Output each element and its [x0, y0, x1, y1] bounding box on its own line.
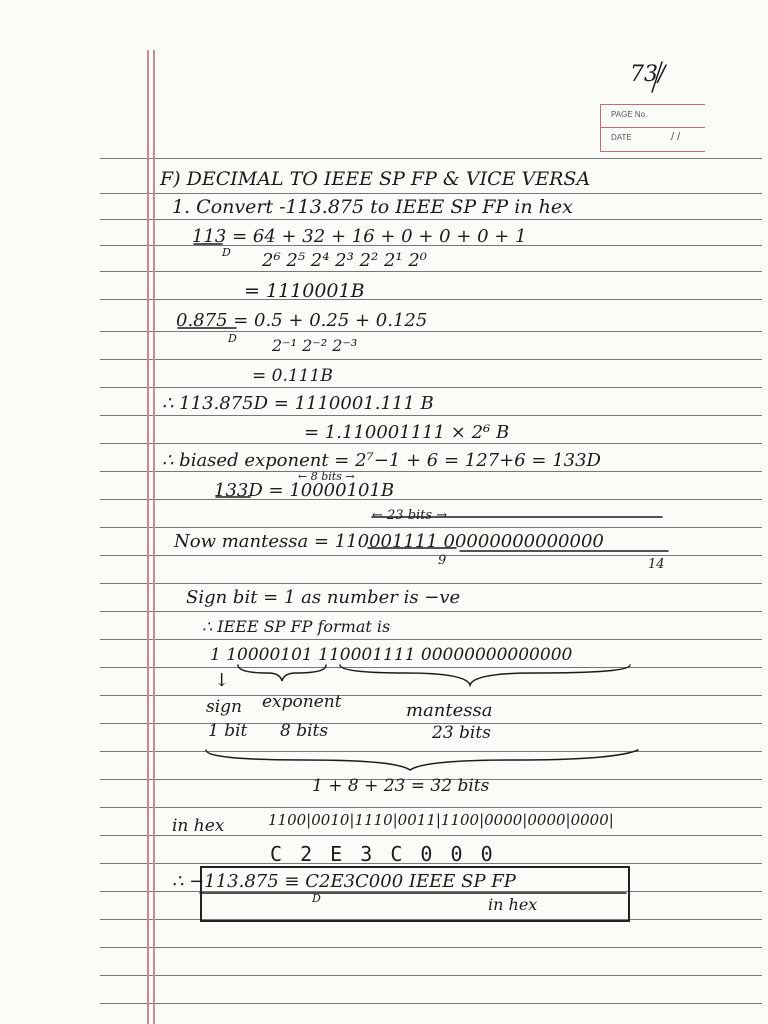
ruled-line — [100, 947, 762, 948]
mantissa-count-a: 9 — [438, 553, 447, 568]
fraction-result: = 0.111B — [252, 366, 333, 386]
format-bits: 1 10000101 110001111 00000000000000 — [210, 645, 573, 665]
mantissa-brace — [340, 665, 630, 685]
ruled-line — [100, 359, 762, 360]
binary-value: ∴ 113.875D = 1110001.111 B — [162, 393, 434, 414]
ruled-line — [100, 443, 762, 444]
ruled-line — [100, 555, 762, 556]
mantissa-bits: 23 bits — [432, 723, 491, 743]
ruled-line — [100, 695, 762, 696]
fraction-subscript: D — [228, 332, 237, 345]
integer-expansion: 113 = 64 + 32 + 16 + 0 + 0 + 0 + 1 — [192, 226, 527, 247]
exponent-bits: 8 bits — [280, 721, 329, 741]
mantissa-width-note: ← 23 bits → — [372, 508, 448, 523]
ruled-line — [100, 1003, 762, 1004]
page-number: 73/ — [630, 62, 666, 87]
page-date-box — [600, 104, 705, 152]
margin-line — [147, 50, 149, 1024]
sign-bits: 1 bit — [208, 721, 248, 741]
ruled-line — [100, 807, 762, 808]
ruled-line — [100, 193, 762, 194]
ruled-line — [100, 331, 762, 332]
format-heading: ∴ IEEE SP FP format is — [202, 617, 391, 636]
normalized-value: = 1.110001111 × 2⁶ B — [304, 422, 510, 443]
fraction-powers: 2⁻¹ 2⁻² 2⁻³ — [272, 336, 358, 355]
page-no-label: PAGE No. — [611, 110, 648, 119]
answer-line: ∴ −113.875 ≡ C2E3C000 IEEE SP FP — [172, 871, 516, 892]
section-title: F) DECIMAL TO IEEE SP FP & VICE VERSA — [160, 168, 591, 190]
ruled-line — [100, 415, 762, 416]
mantissa-label: mantessa — [406, 700, 493, 721]
answer-line-2: in hex — [488, 895, 538, 914]
ruled-line — [100, 667, 762, 668]
ruled-line — [100, 471, 762, 472]
sign-line: Sign bit = 1 as number is −ve — [186, 587, 461, 608]
ruled-line — [100, 611, 762, 612]
hex-nibbles: 1100|0010|1110|0011|1100|0000|0000|0000| — [268, 811, 614, 829]
exponent-binary: 133D = 10000101B — [214, 480, 395, 501]
integer-result: = 1110001B — [244, 280, 365, 302]
date-value: / / — [671, 131, 681, 143]
exponent-label: exponent — [262, 692, 342, 712]
biased-exponent: ∴ biased exponent = 2⁷−1 + 6 = 127+6 = 133D — [162, 450, 601, 471]
page-no-row — [601, 105, 705, 128]
question-text: 1. Convert -113.875 to IEEE SP FP in hex — [172, 196, 573, 218]
hex-digits: C 2 E 3 C 0 0 0 — [270, 842, 496, 866]
date-label: DATE — [611, 133, 632, 142]
ruled-line — [100, 219, 762, 220]
ruled-line — [100, 639, 762, 640]
ruled-line — [100, 271, 762, 272]
integer-powers: 2⁶ 2⁵ 2⁴ 2³ 2² 2¹ 2⁰ — [262, 250, 428, 271]
ruled-line — [100, 499, 762, 500]
ruled-line — [100, 387, 762, 388]
date-row — [601, 128, 705, 150]
sign-label: sign — [206, 697, 242, 717]
exponent-bits-note: ← 8 bits → — [298, 470, 355, 483]
ruled-line — [100, 158, 762, 159]
integer-subscript: D — [222, 246, 231, 259]
ruled-line — [100, 975, 762, 976]
hex-label: in hex — [172, 816, 225, 836]
answer-subscript: D — [312, 892, 321, 905]
mantissa-count-b: 14 — [648, 557, 665, 572]
margin-line — [153, 50, 155, 1024]
ruled-line — [100, 583, 762, 584]
ruled-line — [100, 527, 762, 528]
format-arrow: ↓ — [214, 670, 230, 691]
ruled-line — [100, 299, 762, 300]
total-brace — [206, 750, 638, 770]
mantissa-line: Now mantessa = 110001111 00000000000000 — [174, 531, 604, 552]
fraction-expansion: 0.875 = 0.5 + 0.25 + 0.125 — [176, 310, 428, 331]
ruled-line — [100, 751, 762, 752]
ruled-line — [100, 723, 762, 724]
total-bits: 1 + 8 + 23 = 32 bits — [312, 776, 490, 796]
